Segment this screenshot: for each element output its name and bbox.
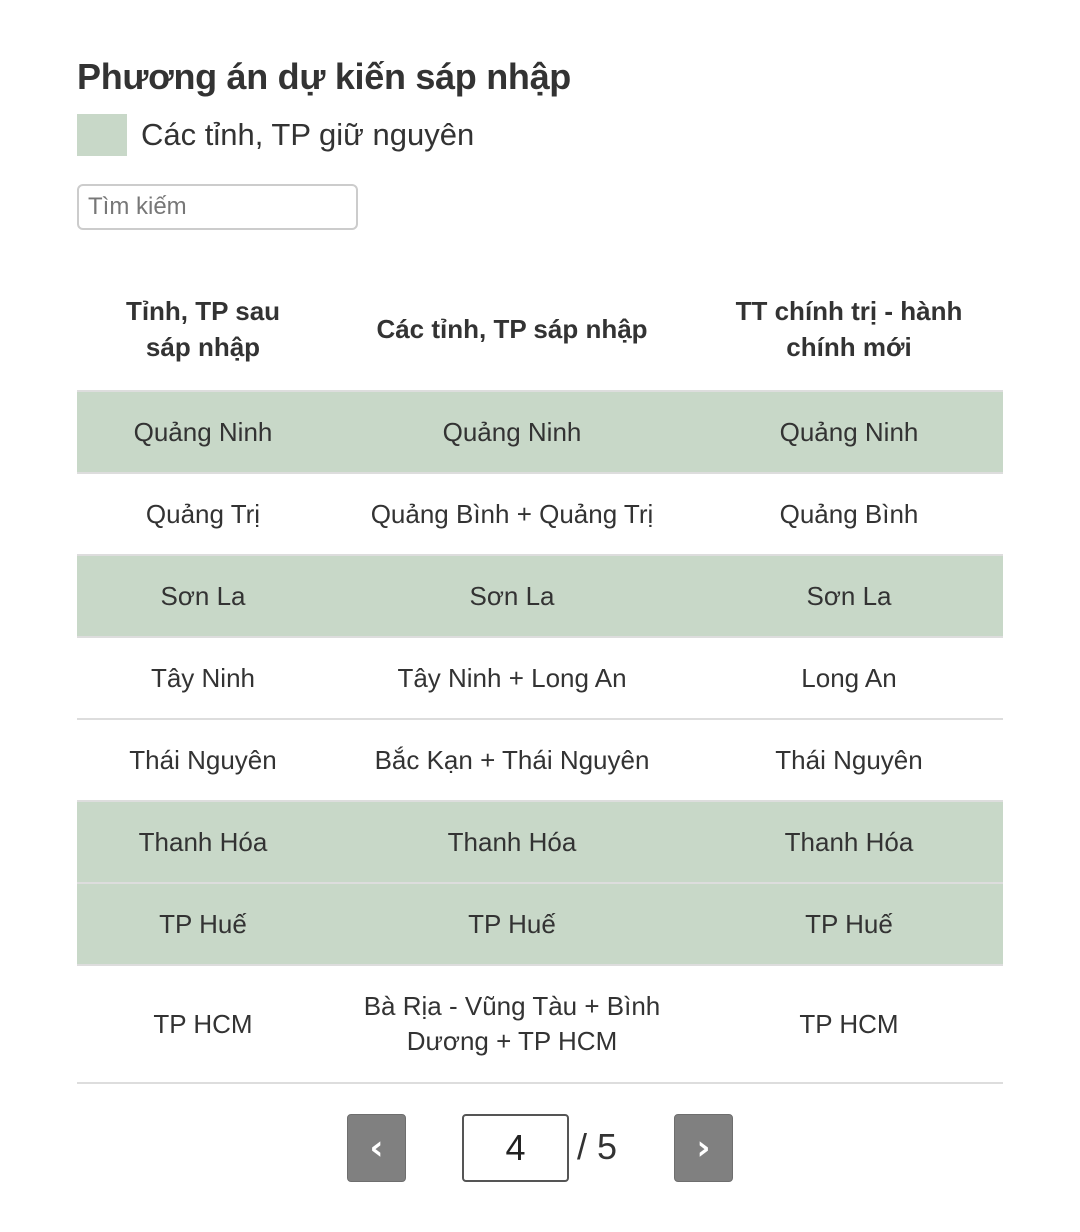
cell-merged: TP Huế — [329, 883, 695, 965]
cell-center: Sơn La — [695, 555, 1003, 637]
page-title: Phương án dự kiến sáp nhập — [77, 56, 571, 97]
column-header-after[interactable] — [77, 268, 329, 391]
search-input[interactable] — [77, 184, 358, 230]
cell-center: TP HCM — [695, 965, 1003, 1083]
cell-center: TP Huế — [695, 883, 1003, 965]
cell-after: TP HCM — [77, 965, 329, 1083]
table-row — [77, 473, 1003, 555]
legend-label: Các tỉnh, TP giữ nguyên — [141, 117, 475, 152]
cell-merged: Quảng Bình + Quảng Trị — [329, 473, 695, 555]
cell-center: Thái Nguyên — [695, 719, 1003, 801]
cell-after: Thanh Hóa — [77, 801, 329, 883]
table-row — [77, 801, 1003, 883]
table-row — [77, 391, 1003, 473]
column-header-center[interactable] — [695, 268, 1003, 391]
column-header-center-label: TT chính trị - hành chính mới — [735, 296, 963, 362]
cell-after: Quảng Ninh — [77, 391, 329, 473]
table-row — [77, 883, 1003, 965]
table-header-row — [77, 268, 1003, 391]
legend-swatch — [77, 114, 127, 156]
merger-table — [77, 268, 1003, 1084]
cell-after: Sơn La — [77, 555, 329, 637]
cell-center: Thanh Hóa — [695, 801, 1003, 883]
table-row — [77, 965, 1003, 1083]
prev-page-button[interactable]: ‹ — [347, 1114, 406, 1182]
table-row — [77, 555, 1003, 637]
cell-merged: Quảng Ninh — [329, 391, 695, 473]
cell-merged: Thanh Hóa — [329, 801, 695, 883]
column-header-after-label: Tỉnh, TP sau sáp nhập — [125, 296, 281, 362]
cell-after: Thái Nguyên — [77, 719, 329, 801]
next-page-button[interactable]: › — [674, 1114, 733, 1182]
table-row — [77, 637, 1003, 719]
cell-center: Long An — [695, 637, 1003, 719]
page-total: / 5 — [577, 1126, 618, 1167]
legend — [77, 114, 474, 156]
cell-after: Tây Ninh — [77, 637, 329, 719]
column-header-merged-label: Các tỉnh, TP sáp nhập — [376, 314, 648, 344]
pagination — [77, 1114, 1003, 1182]
cell-merged: Tây Ninh + Long An — [329, 637, 695, 719]
column-header-merged[interactable] — [329, 268, 695, 391]
cell-merged: Bắc Kạn + Thái Nguyên — [329, 719, 695, 801]
cell-merged: Bà Rịa - Vũng Tàu + Bình Dương + TP HCM — [329, 965, 695, 1083]
cell-after: TP Huế — [77, 883, 329, 965]
cell-center: Quảng Ninh — [695, 391, 1003, 473]
page-number-input[interactable] — [462, 1114, 569, 1182]
cell-center: Quảng Bình — [695, 473, 1003, 555]
cell-after: Quảng Trị — [77, 473, 329, 555]
cell-merged: Sơn La — [329, 555, 695, 637]
table-row — [77, 719, 1003, 801]
